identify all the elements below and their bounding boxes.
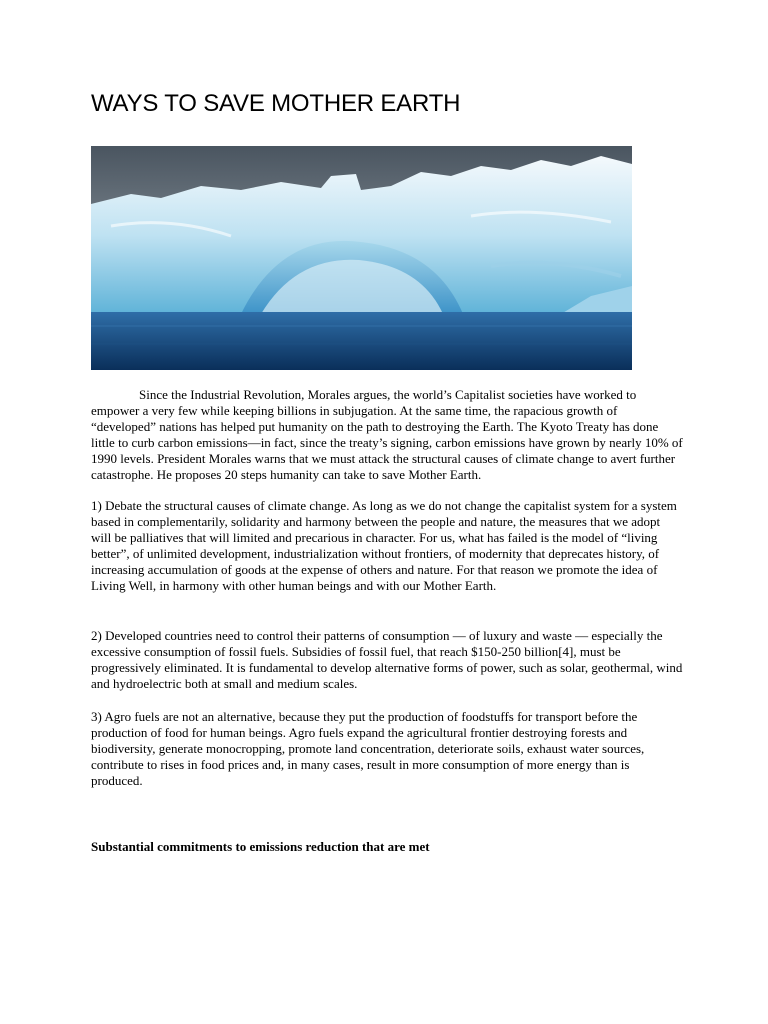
intro-paragraph: Since the Industrial Revolution, Morales argues, the world’s Capitalist societies have worked to empower a very few while keeping billions in subjugation. At the same time, the rapacious growth of “developed” nations has helped put humanity on the path to destroying the Earth. The Kyoto Treaty has done little to curb carbon emissions—in fact, since the treaty’s signing, carbon emissions have grown by nearly 10% of 1990 levels. President Morales warns that we must attack the structural causes of climate change to avert further catastrophe. He proposes 20 steps humanity can take to save Mother Earth. bbox=[91, 387, 683, 482]
document-title: WAYS TO SAVE MOTHER EARTH bbox=[91, 90, 461, 117]
iceberg-illustration bbox=[91, 146, 632, 370]
iceberg-photo bbox=[91, 146, 632, 370]
point-1-paragraph: 1) Debate the structural causes of climate change. As long as we do not change the capitalist system for a system based in complementarily, solidarity and harmony between the people and nature, the measures that we adopt will be palliatives that will limited and precarious in character. For us, what has failed is the model of “living better”, of unlimited development, industrialization without frontiers, of modernity that deprecates history, of increasing accumulation of goods at the expense of others and nature. For that reason we promote the idea of Living Well, in harmony with other human beings and with our Mother Earth. bbox=[91, 498, 677, 593]
point-2-paragraph: 2) Developed countries need to control their patterns of consumption — of luxury and waste — especially the excessive consumption of fossil fuels. Subsidies of fossil fuel, that reach $150-250 billion[4], must be progressively eliminated. It is fundamental to develop alternative forms of power, such as solar, geothermal, wind and hydroelectric both at small and medium scales. bbox=[91, 628, 683, 691]
section-subheading: Substantial commitments to emissions reduction that are met bbox=[91, 839, 430, 854]
point-3-paragraph: 3) Agro fuels are not an alternative, because they put the production of foodstuffs for transport before the production of food for human beings. Agro fuels expand the agricultural frontier destroying forests and biodiversity, generate monocropping, promote land concentration, deteriorate soils, exhaust water sources, contribute to rises in food prices and, in many cases, result in more consumption of more energy than is produced. bbox=[91, 709, 645, 788]
